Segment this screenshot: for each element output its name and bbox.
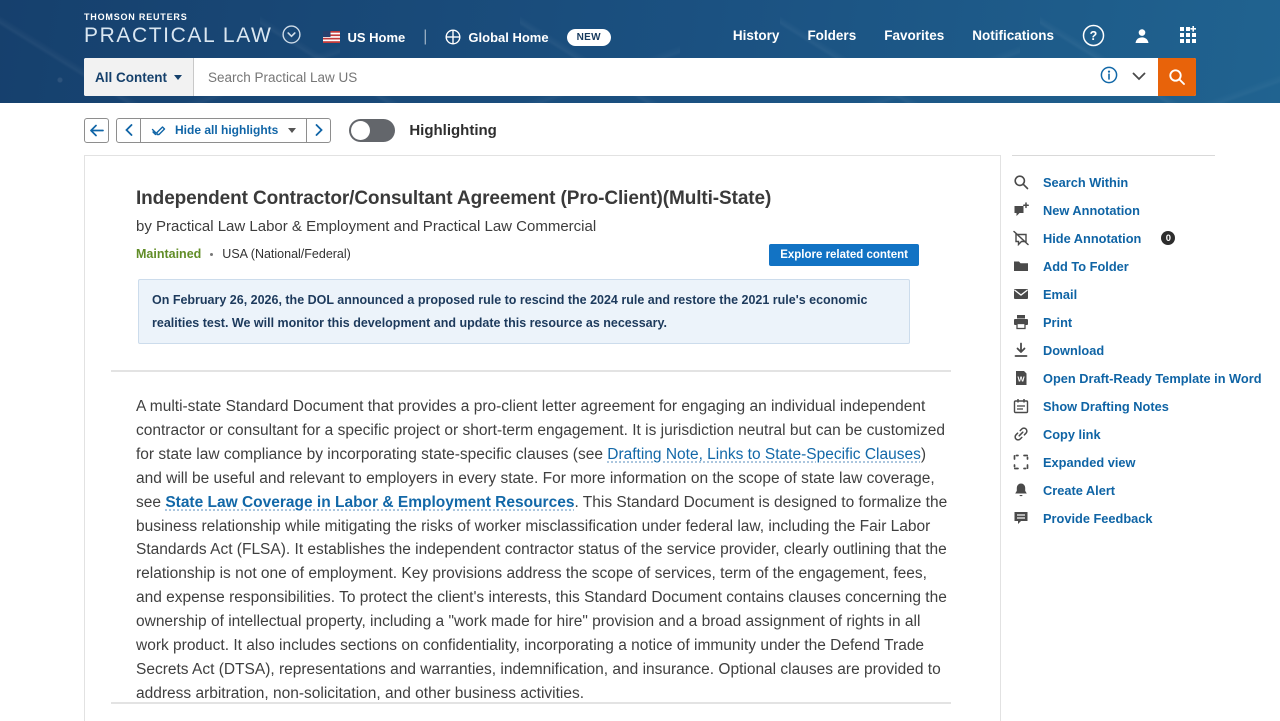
annotation-add-icon	[1012, 202, 1029, 218]
expand-icon	[1012, 454, 1029, 470]
drafting-notes-icon	[1012, 398, 1029, 414]
email-icon	[1012, 286, 1029, 302]
document-actions-sidebar	[1012, 155, 1262, 532]
nav-favorites[interactable]: Favorites	[884, 28, 945, 43]
annotation-count-badge: 0	[1161, 231, 1175, 245]
us-flag-icon	[323, 31, 340, 43]
sidebar-item-search-within[interactable]: Search Within	[1012, 168, 1215, 196]
state-law-coverage-link[interactable]: State Law Coverage in Labor & Employment Resources	[165, 493, 575, 511]
highlighting-label: Highlighting	[409, 121, 497, 139]
summary-text: A multi-state Standard Document that provides a pro-client letter agreement for engaging an individual independent contractor or consultant for a specific project or short-term engagement. It is jurisdiction neutral but can be customized for state law compliance by incorporating state-specific clauses (see	[136, 398, 945, 463]
highlighting-toggle[interactable]	[349, 119, 395, 142]
maintained-status-badge: Maintained	[136, 247, 202, 261]
search-bar-icons	[1088, 58, 1158, 96]
search-button[interactable]	[1158, 58, 1196, 96]
top-nav	[733, 24, 1198, 47]
brand-row	[84, 11, 611, 49]
document-byline: by Practical Law Labor & Employment and Practical Law Commercial	[136, 218, 597, 235]
download-icon	[1012, 342, 1029, 358]
svg-text:W: W	[1016, 374, 1025, 384]
user-profile-icon[interactable]	[1133, 27, 1151, 45]
brand-chevron-down-icon[interactable]	[282, 25, 301, 49]
summary-text: ) and will be useful and relevant to employers in every state. For more information on the scope of state law coverage, see	[136, 445, 935, 511]
home-links	[323, 28, 610, 46]
nav-folders[interactable]: Folders	[807, 28, 857, 43]
us-home-link[interactable]: US Home	[323, 30, 405, 45]
link-icon	[1012, 426, 1029, 442]
nav-history[interactable]: History	[732, 28, 780, 43]
sidebar-item-provide-feedback[interactable]: Provide Feedback	[1012, 504, 1215, 532]
thomson-reuters-wordmark: THOMSON REUTERS	[84, 12, 188, 22]
sidebar-item-open-word-template[interactable]: W Open Draft-Ready Template in Word	[1012, 364, 1215, 392]
folder-icon	[1012, 258, 1029, 274]
apps-grid-icon[interactable]	[1179, 26, 1198, 45]
sidebar-item-email[interactable]: Email	[1012, 280, 1215, 308]
word-doc-icon	[1012, 370, 1029, 386]
highlight-navigator	[116, 118, 331, 143]
search-info-icon[interactable]	[1100, 66, 1118, 89]
sidebar-item-print[interactable]: Print	[1012, 308, 1215, 336]
header-divider: |	[423, 28, 428, 45]
back-button[interactable]	[84, 118, 109, 143]
hide-all-highlights-dropdown[interactable]: Hide all highlights	[140, 118, 307, 143]
document-summary	[136, 395, 952, 706]
toggle-knob	[351, 121, 370, 140]
search-scope-dropdown[interactable]: All Content	[84, 58, 194, 96]
explore-related-content-button[interactable]: Explore related content	[769, 244, 919, 266]
chevron-down-icon	[288, 128, 296, 133]
practical-law-wordmark: PRACTICAL LAW	[84, 24, 273, 47]
next-highlight-button[interactable]	[306, 118, 331, 143]
document-status-row	[136, 247, 351, 261]
search-bar	[84, 58, 1196, 96]
annotation-hide-icon	[1012, 230, 1029, 246]
section-divider	[111, 370, 951, 372]
new-badge: NEW	[567, 29, 611, 46]
jurisdiction-label: USA (National/Federal)	[222, 247, 351, 261]
sidebar-item-hide-annotation[interactable]: Hide Annotation 0	[1012, 224, 1215, 252]
sidebar-item-show-drafting-notes[interactable]: Show Drafting Notes	[1012, 392, 1215, 420]
bell-icon	[1012, 482, 1029, 498]
sidebar-item-new-annotation[interactable]: New Annotation	[1012, 196, 1215, 224]
header	[0, 0, 1280, 103]
document-toolbar	[84, 116, 497, 144]
document-title: Independent Contractor/Consultant Agreement (Pro-Client)(Multi-State)	[136, 188, 772, 209]
search-input[interactable]	[194, 58, 1088, 96]
nav-notifications[interactable]: Notifications	[972, 28, 1054, 43]
printer-icon	[1012, 314, 1029, 330]
drafting-note-link[interactable]: Drafting Note, Links to State-Specific Clauses	[607, 445, 921, 463]
help-icon[interactable]	[1082, 24, 1105, 47]
highlighter-off-icon	[151, 123, 168, 138]
global-home-link[interactable]: Global Home	[445, 29, 548, 45]
svg-text:?: ?	[1089, 29, 1098, 43]
globe-icon	[445, 29, 461, 45]
sidebar-item-expanded-view[interactable]: Expanded view	[1012, 448, 1215, 476]
search-icon	[1012, 174, 1029, 190]
search-options-chevron-icon[interactable]	[1132, 68, 1146, 86]
sidebar-item-download[interactable]: Download	[1012, 336, 1215, 364]
chevron-down-icon	[174, 75, 182, 80]
sidebar-item-add-to-folder[interactable]: Add To Folder	[1012, 252, 1215, 280]
status-separator-dot	[210, 253, 213, 256]
update-notice: On February 26, 2026, the DOL announced a proposed rule to rescind the 2024 rule and restore the 2021 rule's economic realities test. We will monitor this development and update this resource as necessary.	[138, 279, 910, 344]
sidebar-item-create-alert[interactable]: Create Alert	[1012, 476, 1215, 504]
search-icon	[1168, 68, 1186, 86]
feedback-icon	[1012, 510, 1029, 526]
previous-highlight-button[interactable]	[116, 118, 141, 143]
section-divider	[111, 702, 951, 704]
document-card	[84, 155, 1001, 721]
practical-law-logo[interactable]	[84, 12, 272, 48]
sidebar-item-copy-link[interactable]: Copy link	[1012, 420, 1215, 448]
summary-text: . This Standard Document is designed to formalize the business relationship while mitigating the risks of worker misclassification under federal law, including the Fair Labor Standards Act (FLSA). It establishes the independent contractor status of the service provider, clearly outlining that the relationship is not one of employment. Key provisions address the scope of services, term of the engagement, fees, and expense responsibilities. To protect the client's interests, this Standard Document contains clauses concerning the ownership of intellectual property, including a "work made for hire" provision and a broad assignment of rights in all work product. It also includes sections on confidentiality, incorporating a notice of immunity under the Defend Trade Secrets Act (DTSA), representations and warranties, indemnification, and insurance. Optional clauses are provided to address arbitration, non-solicitation, and other business activities.	[136, 493, 948, 702]
